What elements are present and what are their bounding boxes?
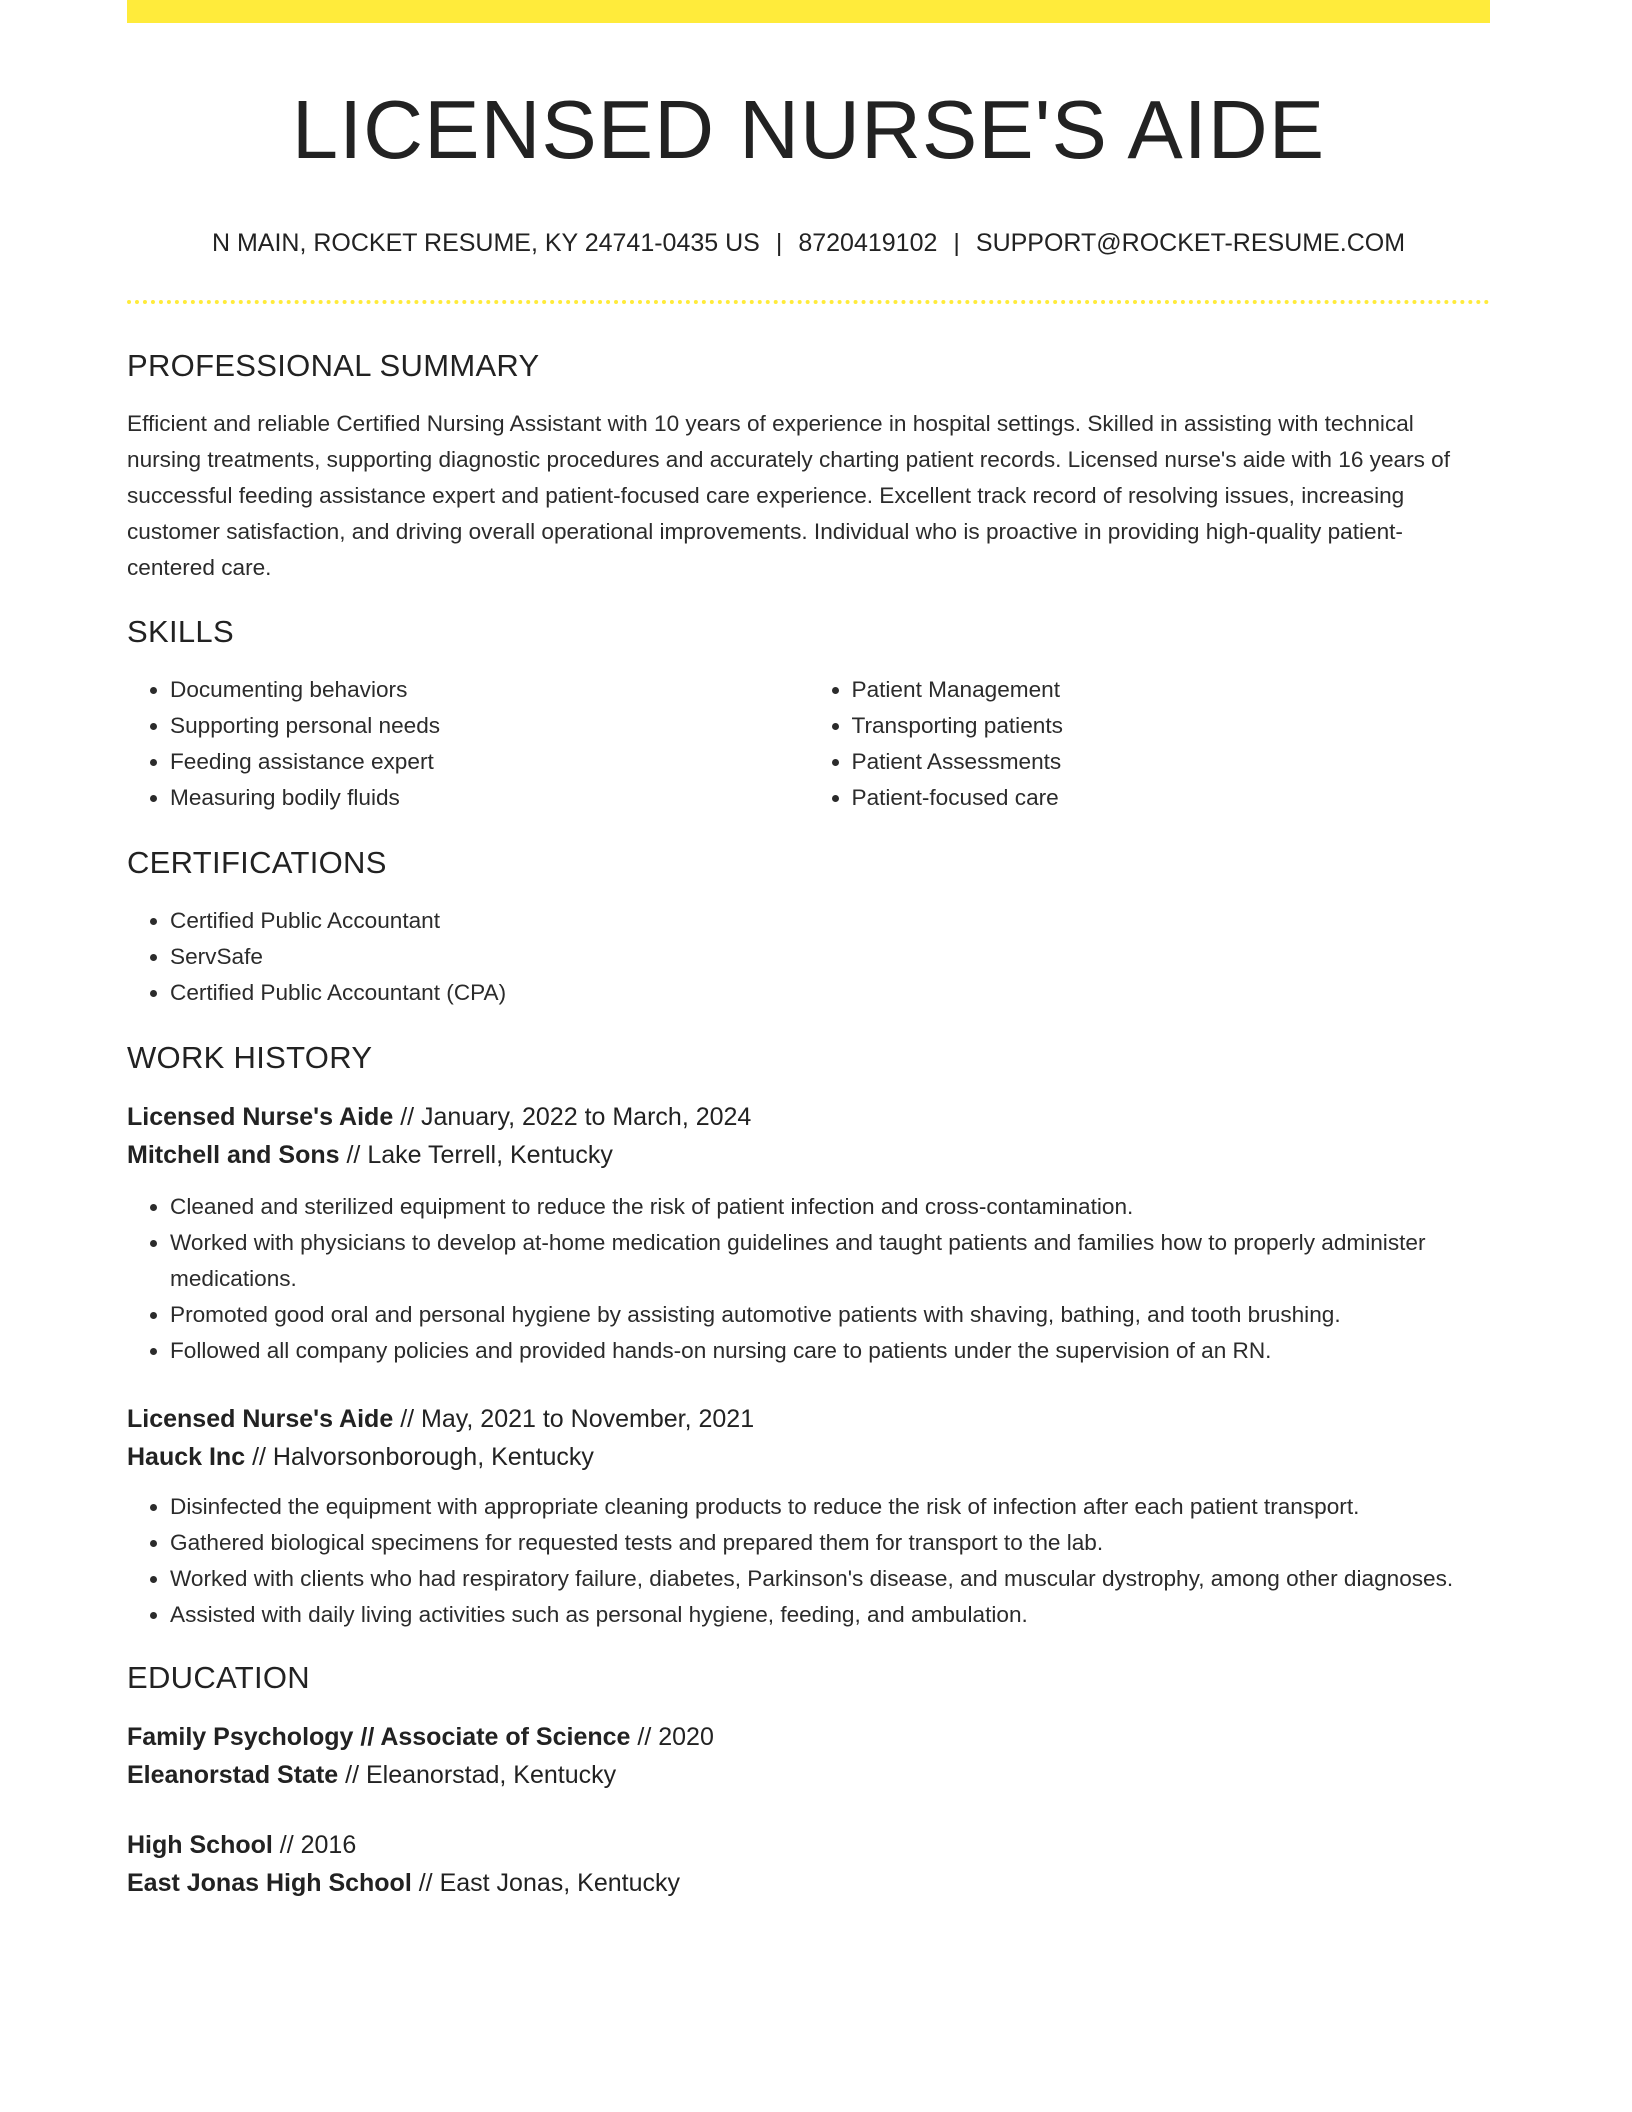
certification-item: • Certified Public Accountant (CPA) [170,975,1490,1011]
skill-item: • Patient Management [852,672,1491,708]
skills-heading: SKILLS [127,614,234,649]
education-section [127,1659,1490,1902]
skill-item: • Patient-focused care [852,780,1491,816]
skill-item: • Feeding assistance expert [170,744,809,780]
certification-item: • ServSafe [170,939,1490,975]
education-degree: Family Psychology // Associate of Science [127,1723,631,1751]
education-heading: EDUCATION [127,1660,310,1695]
skills-list-left [127,672,809,816]
education-school-line [127,1864,1490,1902]
job-bullet: • Followed all company policies and provided hands-on nursing care to patients under the supervision of an RN. [170,1333,1490,1369]
job-bullet: • Disinfected the equipment with appropriate cleaning products to reduce the risk of infection after each patient transport. [170,1489,1490,1525]
education-entry [127,1826,1490,1902]
education-year: // 2016 [279,1831,357,1859]
job-bullet: • Cleaned and sterilized equipment to reduce the risk of patient infection and cross-contamination. [170,1189,1490,1225]
education-location: // Eleanorstad, Kentucky [345,1761,617,1789]
resume-content [127,0,1490,1902]
resume-title: LICENSED NURSE'S AIDE [291,83,1326,176]
job-dates: // May, 2021 to November, 2021 [400,1405,755,1433]
job-company-line [127,1136,1490,1174]
skill-item: • Supporting personal needs [170,708,809,744]
certifications-list [127,903,1490,1011]
job-location: // Lake Terrell, Kentucky [346,1141,613,1169]
skill-item: • Documenting behaviors [170,672,809,708]
job-bullet: • Gathered biological specimens for requested tests and prepared them for transport to the lab. [170,1525,1490,1561]
job-bullet: • Assisted with daily living activities such as personal hygiene, feeding, and ambulation. [170,1597,1490,1633]
job-company: Mitchell and Sons [127,1141,340,1169]
summary-section [127,347,1490,586]
job-entry [127,1098,1490,1369]
education-degree-line [127,1718,1490,1756]
education-degree: High School [127,1831,273,1859]
certifications-section [127,844,1490,1011]
job-location: // Halvorsonborough, Kentucky [252,1443,594,1471]
dotted-divider [127,300,1490,304]
education-degree-line [127,1826,1490,1864]
contact-line [127,228,1490,258]
skills-columns [127,672,1490,816]
job-bullets [127,1489,1490,1633]
job-company: Hauck Inc [127,1443,246,1471]
job-bullet: • Worked with physicians to develop at-home medication guidelines and taught patients and families how to properly administer medications. [170,1225,1490,1297]
job-title-line [127,1400,1490,1438]
skill-item: • Patient Assessments [852,744,1491,780]
contact-address: N MAIN, ROCKET RESUME, KY 24741-0435 US [211,229,760,257]
work-history-section [127,1039,1490,1633]
certifications-heading: CERTIFICATIONS [127,845,387,880]
contact-email: SUPPORT@ROCKET-RESUME.COM [975,229,1406,257]
skill-item: • Transporting patients [852,708,1491,744]
education-school-line [127,1756,1490,1794]
summary-heading: PROFESSIONAL SUMMARY [127,348,540,383]
job-title: Licensed Nurse's Aide [127,1103,394,1131]
summary-text: Efficient and reliable Certified Nursing Assistant with 10 years of experience in hospital settings. Skilled in assisting with technical nursing treatments, supporting diagnostic procedures and accurately charting patient records. Licensed nurse's aide with 16 years of successful feeding assistance expert and patient-focused care experience. Excellent track record of resolving issues, increasing customer satisfaction, and driving overall operational improvements. Individual who is proactive in providing high-quality patient-centered care. [127,411,1451,580]
education-entry [127,1718,1490,1794]
education-location: // East Jonas, Kentucky [418,1869,680,1897]
contact-separator: | [953,229,960,257]
contact-phone: 8720419102 [798,229,938,257]
work-history-heading: WORK HISTORY [127,1040,373,1075]
job-title-line [127,1098,1490,1136]
job-bullet: • Promoted good oral and personal hygiene by assisting automotive patients with shaving, bathing, and tooth brushing. [170,1297,1490,1333]
job-bullets [127,1189,1490,1369]
job-title: Licensed Nurse's Aide [127,1405,394,1433]
contact-separator: | [775,229,783,257]
skills-list-right [809,672,1491,816]
education-school: East Jonas High School [127,1869,412,1897]
education-school: Eleanorstad State [127,1761,339,1789]
education-year: // 2020 [637,1723,714,1751]
job-dates: // January, 2022 to March, 2024 [400,1103,752,1131]
job-bullet: • Worked with clients who had respiratory failure, diabetes, Parkinson's disease, and muscular dystrophy, among other diagnoses. [170,1561,1490,1597]
skill-item: • Measuring bodily fluids [170,780,809,816]
job-company-line [127,1438,1490,1476]
certification-item: • Certified Public Accountant [170,903,1490,939]
skills-section [127,613,1490,816]
job-entry [127,1400,1490,1633]
